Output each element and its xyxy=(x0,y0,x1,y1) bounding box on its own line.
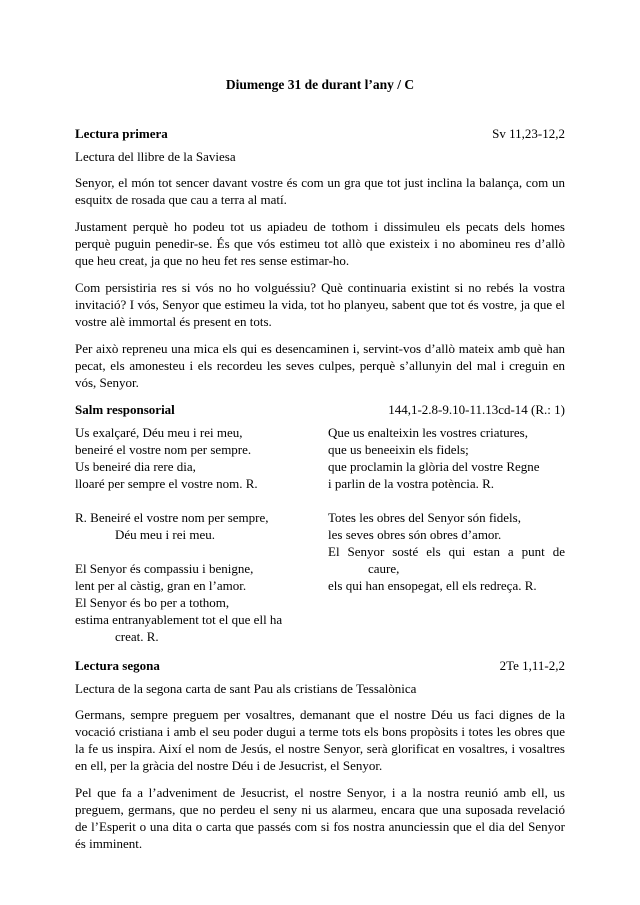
psalm-line: Que us enalteixin les vostres criatures, xyxy=(328,425,528,440)
psalm-line: que proclamin la glòria del vostre Regne xyxy=(328,459,540,474)
paragraph: Per això repreneu una mica els qui es desencaminen i, servint-vos d’allò mateix amb què han pecat, els amonesteu i els recordeu les seves culpes, perquè s’allunyin del mal i creguin en vós, Senyor. xyxy=(75,341,565,390)
psalm-line: Us exalçaré, Déu meu i rei meu, xyxy=(75,425,243,440)
page-title: Diumenge 31 de durant l’any / C xyxy=(225,77,415,92)
psalm-stanza xyxy=(75,560,312,645)
psalm-line: El Senyor és compassiu i benigne, xyxy=(75,561,254,576)
psalm-line: els qui han ensopegat, ell els redreça. R. xyxy=(328,578,537,593)
psalm-line: estima entranyablement tot el que ell ha xyxy=(75,612,283,627)
psalm-line: creat. R. xyxy=(115,629,159,644)
psalm-line: R. Beneiré el vostre nom per sempre, xyxy=(75,510,269,525)
salm-responsorial-section xyxy=(75,401,565,645)
psalm-line: El Senyor és bo per a tothom, xyxy=(75,595,230,610)
salm-heading: Salm responsorial xyxy=(75,402,175,417)
psalm-columns xyxy=(75,424,565,645)
psalm-stanza xyxy=(75,509,312,543)
lectura-segona-reference: 2Te 1,11-2,2 xyxy=(499,658,565,673)
lectura-primera-heading-row xyxy=(75,125,565,142)
psalm-line: Déu meu i rei meu. xyxy=(115,527,215,542)
lectura-primera-heading: Lectura primera xyxy=(75,126,168,141)
lectura-segona-heading-row xyxy=(75,657,565,674)
psalm-line: lloaré per sempre el vostre nom. R. xyxy=(75,476,258,491)
paragraph: Justament perquè ho podeu tot us apiadeu de tothom i dissimuleu els pecats dels homes perquè puguin penedir-se. És que vós estimeu tot allò que existeix i no abomineu res d’allò que heu creat, ja que no heu fet res sense estimar-ho. xyxy=(75,219,565,268)
psalm-line: lent per al càstig, gran en l’amor. xyxy=(75,578,247,593)
salm-reference: 144,1-2.8-9.10-11.13cd-14 (R.: 1) xyxy=(388,402,565,417)
psalm-line: caure, xyxy=(368,561,400,576)
psalm-stanza xyxy=(328,509,565,594)
psalm-line: El Senyor sosté els qui estan a punt de xyxy=(328,544,565,559)
paragraph: Com persistiria res si vós no ho volguéssiu? Què continuaria existint si no rebés la vostra invitació? I vós, Senyor que estimeu la vida, tot ho planyeu, sabent que tot és vostre, ja que el vostre alè immortal és present en tots. xyxy=(75,280,565,329)
lectura-segona-heading: Lectura segona xyxy=(75,658,160,673)
lectura-primera-subtitle: Lectura del llibre de la Saviesa xyxy=(75,149,236,164)
psalm-line: que us beneeixin els fidels; xyxy=(328,442,469,457)
salm-heading-row xyxy=(75,401,565,418)
lectura-segona-section xyxy=(75,657,565,852)
lectura-primera-section xyxy=(75,125,565,391)
paragraph: Germans, sempre preguem per vosaltres, demanant que el nostre Déu us faci dignes de la vocació cristiana i amb el seu poder dugui a terme tots els bons propòsits i totes les obres que la fe us inspira. Així el nom de Jesús, el nostre Senyor, serà glorificat en vosaltres, i vosaltres en ell, per la gràcia del nostre Déu i de Jesucrist, el Senyor. xyxy=(75,707,565,773)
psalm-stanza xyxy=(328,424,565,492)
psalm-line: les seves obres són obres d’amor. xyxy=(328,527,502,542)
lectura-primera-reference: Sv 11,23-12,2 xyxy=(492,126,565,141)
psalm-stanza xyxy=(75,424,312,492)
psalm-line: Totes les obres del Senyor són fidels, xyxy=(328,510,521,525)
psalm-right-column xyxy=(328,424,565,645)
lectura-primera-paragraphs xyxy=(75,174,565,391)
lectura-segona-subtitle: Lectura de la segona carta de sant Pau als cristians de Tessalònica xyxy=(75,681,417,696)
psalm-line: i parlin de la vostra potència. R. xyxy=(328,476,495,491)
lectura-segona-paragraphs xyxy=(75,706,565,852)
psalm-left-column xyxy=(75,424,312,645)
psalm-line: Us beneiré dia rere dia, xyxy=(75,459,196,474)
paragraph: Senyor, el món tot sencer davant vostre és com un gra que tot just inclina la balança, com un esquitx de rosada que cau a terra al matí. xyxy=(75,175,565,207)
psalm-line: beneiré el vostre nom per sempre. xyxy=(75,442,252,457)
paragraph: Pel que fa a l’adveniment de Jesucrist, el nostre Senyor, i a la nostra reunió amb ell, us preguem, germans, que no perdeu el seny ni us alarmeu, encara que una suposada revelació de l’Esperit o una dita o carta que passés com si fos nostra anunciessin que el dia del Senyor és imminent. xyxy=(75,785,565,851)
